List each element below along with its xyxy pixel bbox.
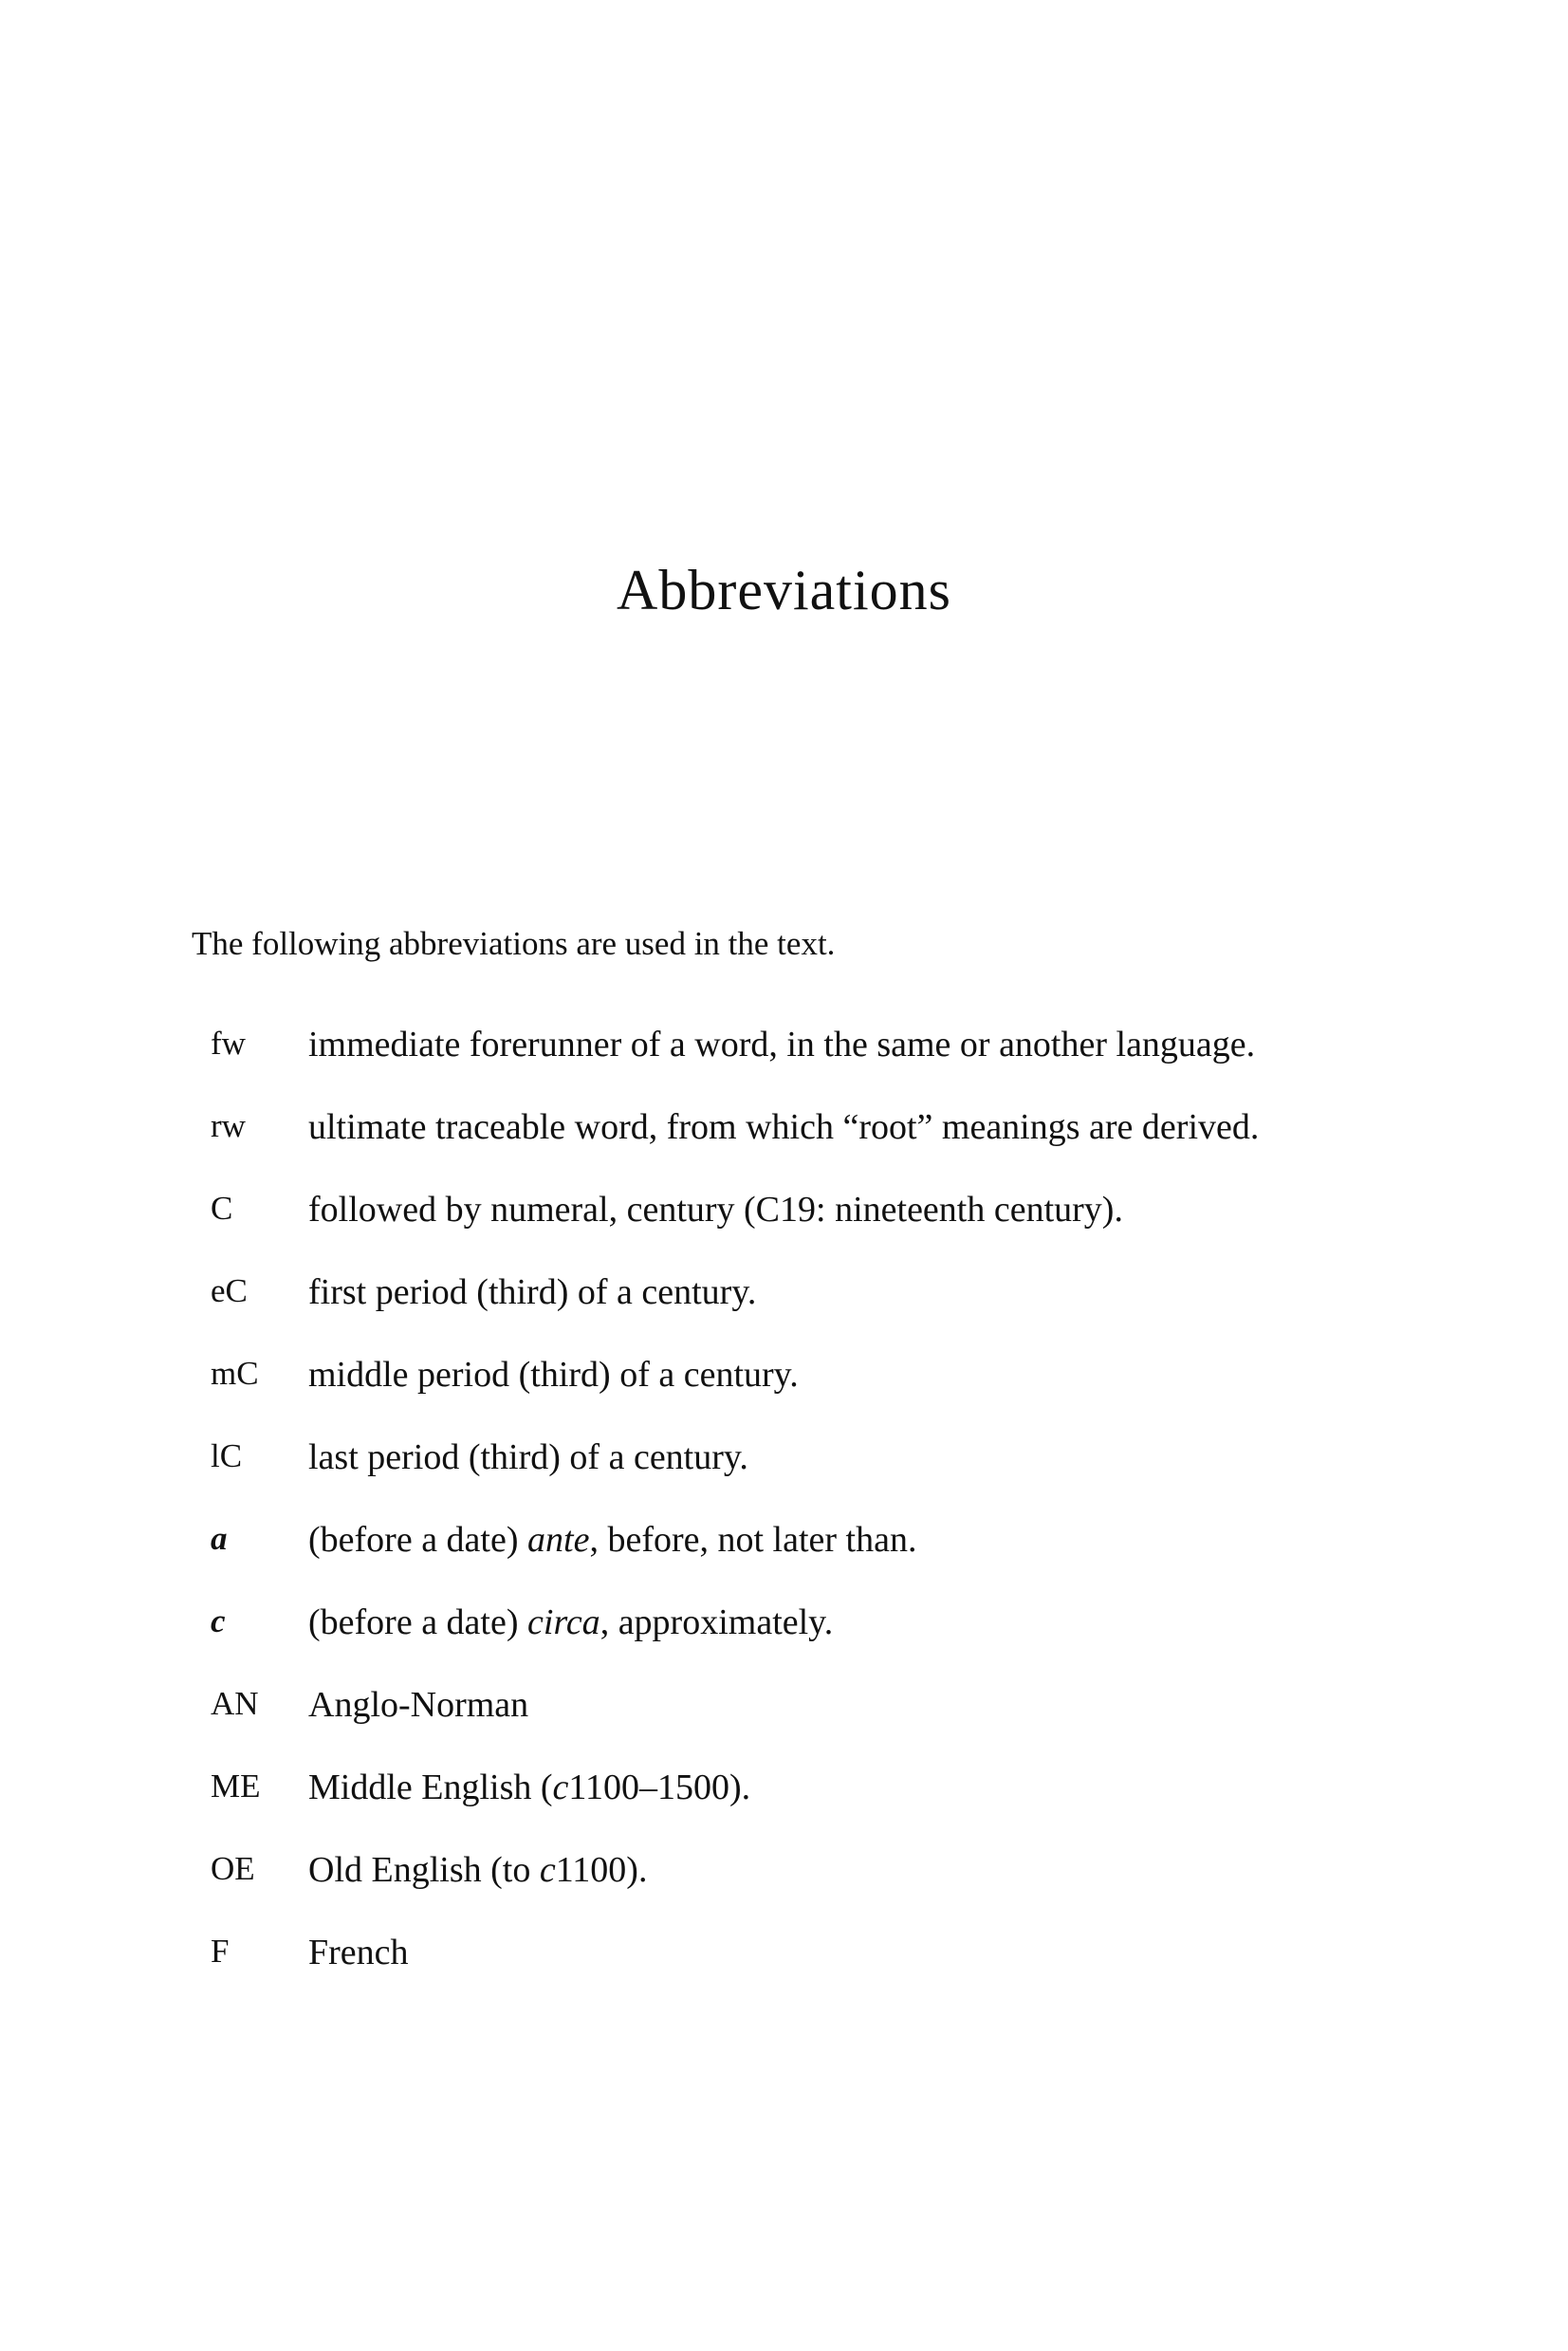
abbreviation-term: c [211, 1602, 226, 1639]
list-item [0, 1934, 1568, 1982]
list-item [0, 1109, 1568, 1157]
definition-text: 1100). [555, 1850, 648, 1890]
list-item [0, 1604, 1568, 1652]
definition-text: Middle English ( [308, 1768, 553, 1807]
abbreviation-term: fw [211, 1025, 246, 1062]
definition-text: , approximately. [600, 1602, 834, 1642]
abbreviation-term: ME [211, 1768, 261, 1805]
list-item [0, 1687, 1568, 1734]
abbreviation-term: mC [211, 1355, 259, 1392]
definition-text: , before, not later than. [589, 1520, 917, 1560]
abbreviation-definition: French [308, 1933, 409, 1972]
intro-text: The following abbreviations are used in the text. [192, 925, 836, 962]
abbreviation-term: lC [211, 1437, 243, 1474]
abbreviation-term: C [211, 1190, 233, 1227]
abbreviation-term: a [211, 1520, 228, 1557]
abbreviation-definition [308, 1852, 647, 1888]
list-item [0, 1192, 1568, 1239]
definition-italic-text: c [539, 1850, 556, 1890]
abbreviation-definition: immediate forerunner of a word, in the same or another language. [308, 1025, 1256, 1064]
definition-text: (before a date) [308, 1602, 528, 1642]
definition-text: 1100–1500). [568, 1768, 751, 1807]
abbreviation-definition: middle period (third) of a century. [308, 1355, 799, 1395]
list-item [0, 1852, 1568, 1899]
abbreviation-definition: ultimate traceable word, from which “root” meanings are derived. [308, 1107, 1260, 1147]
page-title: Abbreviations [617, 559, 951, 621]
list-item [0, 1357, 1568, 1404]
abbreviation-definition [308, 1604, 833, 1640]
abbreviation-definition [308, 1769, 750, 1805]
abbreviation-term: OE [211, 1850, 255, 1887]
abbreviation-definition: first period (third) of a century. [308, 1272, 757, 1312]
list-item [0, 1274, 1568, 1322]
list-item [0, 1027, 1568, 1074]
abbreviation-definition: last period (third) of a century. [308, 1437, 748, 1477]
list-item [0, 1769, 1568, 1817]
definition-italic-text: c [552, 1768, 569, 1807]
abbreviation-term: eC [211, 1272, 248, 1309]
abbreviation-term: AN [211, 1685, 259, 1722]
definition-text: (before a date) [308, 1520, 528, 1560]
list-item [0, 1522, 1568, 1569]
abbreviation-definition [308, 1522, 916, 1558]
abbreviation-term: rw [211, 1107, 246, 1144]
definition-italic-text: ante [527, 1520, 590, 1560]
abbreviation-definition: Anglo-Norman [308, 1685, 529, 1725]
list-item [0, 1439, 1568, 1487]
definition-text: Old English (to [308, 1850, 540, 1890]
abbreviation-definition: followed by numeral, century (C19: nineteenth century). [308, 1190, 1123, 1230]
abbreviation-term: F [211, 1933, 230, 1970]
definition-italic-text: circa [527, 1602, 600, 1642]
